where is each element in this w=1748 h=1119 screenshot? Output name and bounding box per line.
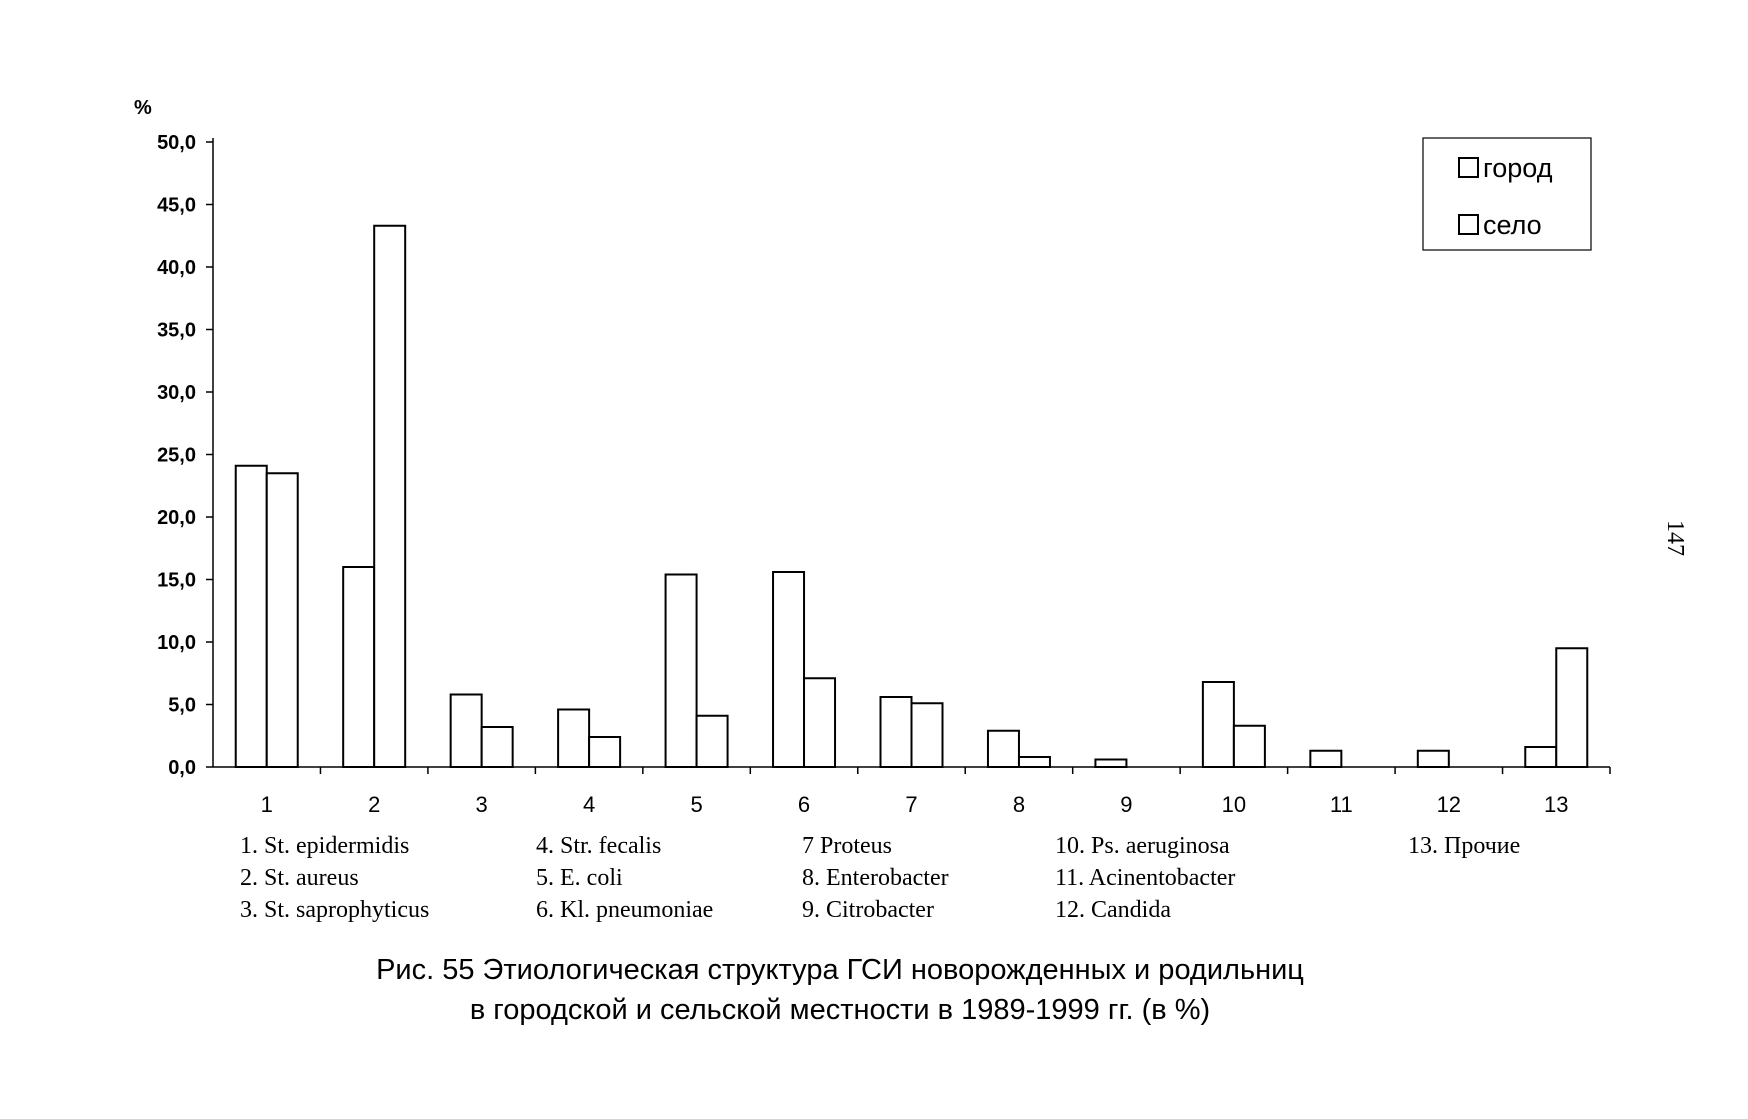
bar-city bbox=[451, 695, 482, 768]
x-category-label: 8 bbox=[1012, 792, 1026, 817]
key-item: 5. E. coli bbox=[536, 865, 623, 891]
caption-line-1: Рис. 55 Этиологическая структура ГСИ новорожденных и родильниц bbox=[376, 954, 1304, 986]
bar-city bbox=[988, 731, 1019, 767]
bar-village bbox=[912, 703, 943, 767]
x-category-label: 12 bbox=[1436, 792, 1462, 817]
bar-city bbox=[1095, 760, 1126, 768]
y-tick-label: 20,0 bbox=[157, 507, 196, 529]
y-tick-label: 15,0 bbox=[157, 569, 196, 592]
bar-city bbox=[881, 697, 912, 767]
x-category-label: 13 bbox=[1544, 792, 1569, 817]
bar-village bbox=[374, 226, 405, 767]
bar-city bbox=[1525, 747, 1556, 767]
y-tick-label: 0,0 bbox=[168, 757, 196, 779]
y-tick-label: 10,0 bbox=[157, 632, 196, 654]
x-category-label: 2 bbox=[368, 792, 381, 817]
x-category-label: 3 bbox=[475, 792, 488, 817]
key-item: 7 Proteus bbox=[802, 833, 892, 859]
legend-label: село bbox=[1483, 210, 1542, 240]
figure-caption bbox=[0, 950, 1680, 1030]
bar-city bbox=[666, 575, 697, 768]
key-item: 12. Candida bbox=[1055, 897, 1171, 923]
x-category-label: 10 bbox=[1221, 792, 1247, 817]
key-item: 8. Enterobacter bbox=[802, 865, 949, 891]
key-item: 13. Прочие bbox=[1408, 833, 1521, 859]
bar-city bbox=[1203, 682, 1234, 767]
x-category-label: 5 bbox=[690, 792, 703, 817]
key-column-2 bbox=[536, 830, 713, 926]
key-column-4 bbox=[1055, 830, 1235, 926]
y-axis-label: % bbox=[134, 97, 152, 119]
bar-city bbox=[773, 572, 804, 767]
y-tick-label: 30,0 bbox=[157, 382, 196, 404]
y-tick-label: 5,0 bbox=[168, 694, 196, 717]
bar-village bbox=[1556, 648, 1587, 767]
bar-city bbox=[1418, 751, 1449, 767]
bar-city bbox=[558, 710, 589, 768]
page-number: 147 bbox=[1662, 520, 1688, 556]
bar-village bbox=[697, 716, 728, 767]
x-category-label: 4 bbox=[582, 792, 596, 817]
key-column-3 bbox=[802, 830, 949, 926]
x-category-label: 11 bbox=[1329, 792, 1353, 817]
y-tick-label: 35,0 bbox=[157, 319, 196, 342]
key-item: 11. Acinentobacter bbox=[1055, 865, 1236, 891]
caption-line-2: в городской и сельской местности в 1989-1999 гг. (в %) bbox=[469, 994, 1211, 1026]
bar-city bbox=[1310, 751, 1341, 767]
bar-village bbox=[267, 473, 298, 767]
legend-swatch bbox=[1459, 215, 1478, 234]
key-item: 6. Kl. pneumoniae bbox=[536, 897, 714, 923]
bar-village bbox=[1234, 726, 1265, 767]
key-item: 1. St. epidermidis bbox=[240, 833, 410, 859]
bar-village bbox=[804, 678, 835, 767]
bar-village bbox=[1019, 757, 1050, 767]
bar-city bbox=[343, 567, 374, 767]
legend-label: город bbox=[1483, 153, 1553, 183]
y-tick-label: 40,0 bbox=[157, 257, 196, 279]
key-column-5 bbox=[1408, 830, 1520, 862]
key-item: 10. Ps. aeruginosa bbox=[1055, 833, 1230, 859]
bar-village bbox=[482, 727, 513, 767]
key-item: 4. Str. fecalis bbox=[536, 833, 662, 859]
x-category-label: 9 bbox=[1120, 792, 1133, 817]
y-tick-label: 50,0 bbox=[157, 132, 196, 154]
x-category-label: 1 bbox=[260, 792, 273, 817]
y-tick-label: 45,0 bbox=[157, 194, 196, 217]
x-category-label: 6 bbox=[797, 792, 811, 817]
bar-village bbox=[589, 737, 620, 767]
key-item: 9. Citrobacter bbox=[802, 897, 934, 923]
key-column-1 bbox=[240, 830, 429, 926]
key-item: 3. St. saprophyticus bbox=[240, 897, 430, 923]
bar-city bbox=[236, 466, 267, 767]
legend-swatch bbox=[1459, 158, 1478, 177]
y-tick-label: 25,0 bbox=[157, 444, 196, 467]
key-item: 2. St. aureus bbox=[240, 865, 359, 891]
x-category-label: 7 bbox=[905, 792, 918, 817]
